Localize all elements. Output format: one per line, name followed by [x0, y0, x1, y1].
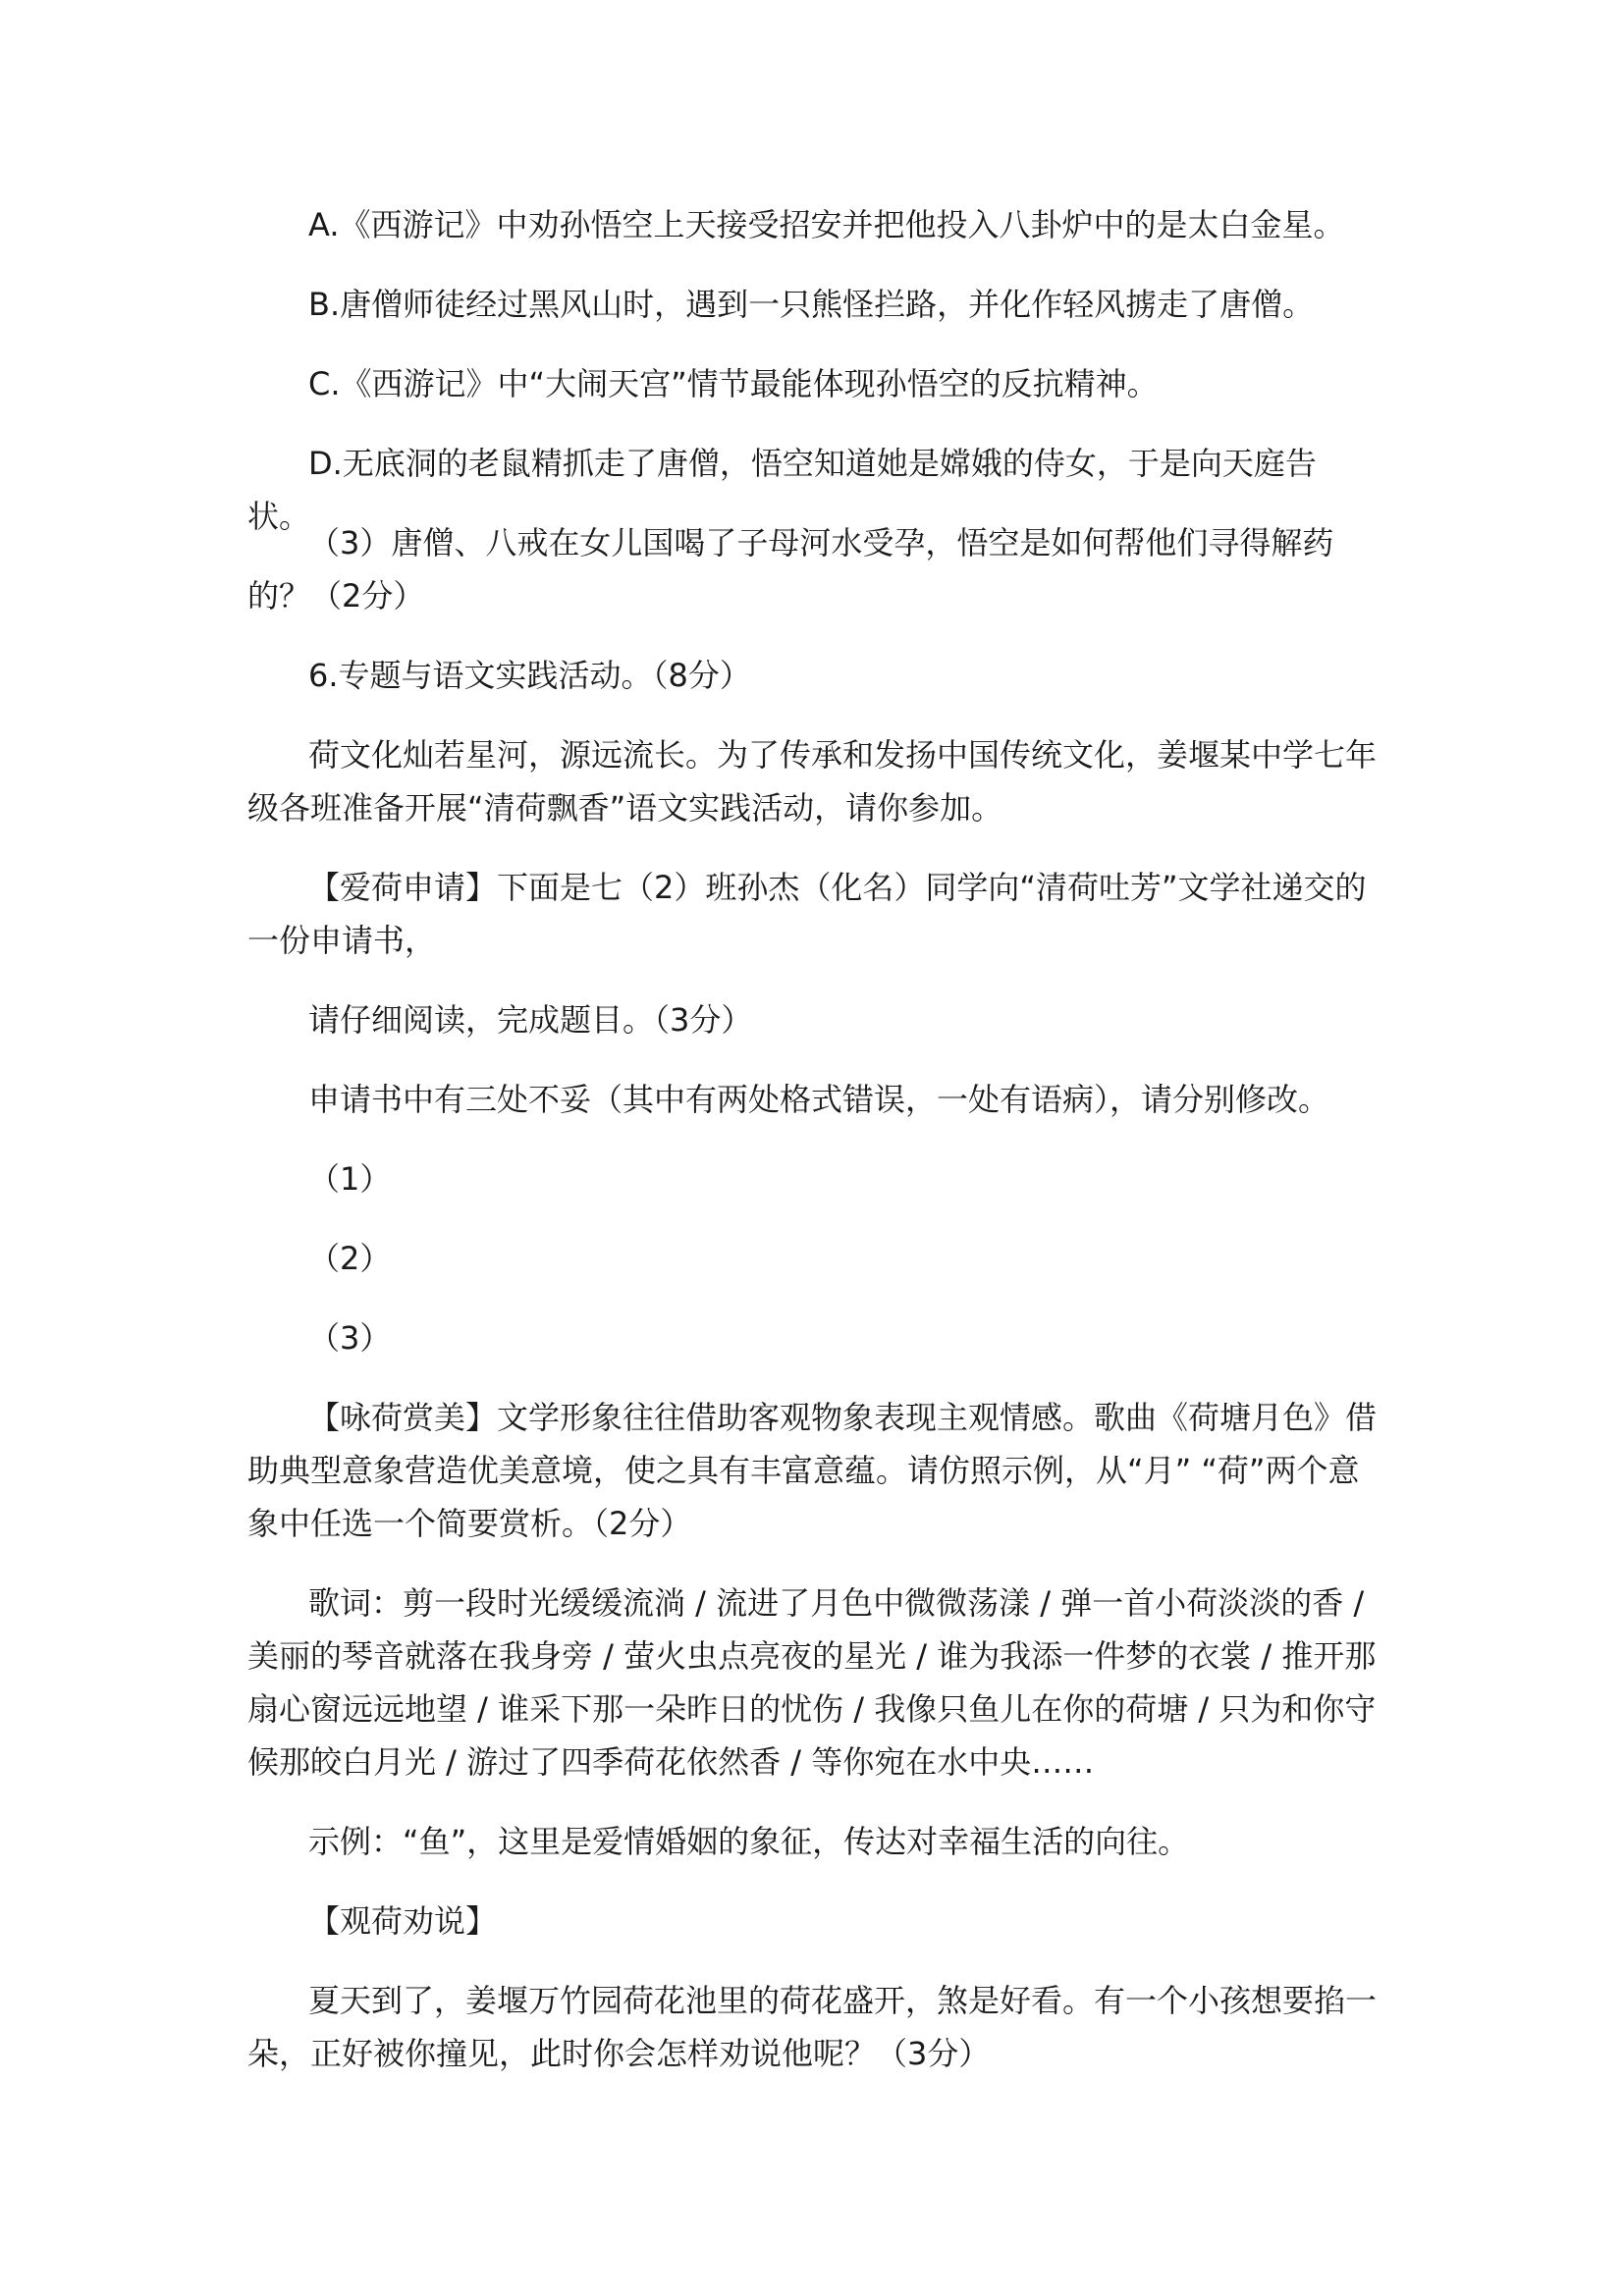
apply-task: 申请书中有三处不妥（其中有两处格式错误，一处有语病），请分别修改。 [308, 1081, 1330, 1118]
question-6-title: 6.专题与语文实践活动。（8分） [308, 657, 751, 694]
example-text: 示例：“鱼”，这里是爱情婚姻的象征，传达对幸福生活的向往。 [308, 1823, 1190, 1860]
persuade-text: 夏天到了，姜堰万竹园荷花池里的荷花盛开，煞是好看。有一个小孩想要掐一朵，正好被你撞见，此时你会怎样劝说他呢？（3分） [247, 1982, 1378, 2072]
appreciate-section: 【咏荷赏美】文学形象往往借助客观物象表现主观情感。歌曲《荷塘月色》借助典型意象营造优美意境，使之具有丰富意蕴。请仿照示例，从“月” “荷”两个意象中任选一个简要赏析。（2分） [247, 1399, 1378, 1542]
answer-blank-2: （2） [308, 1240, 392, 1277]
persuade-section: 【观荷劝说】 [308, 1902, 498, 1940]
question-6-intro: 荷文化灿若星河，源远流长。为了传承和发扬中国传统文化，姜堰某中学七年级各班准备开展“清荷飘香”语文实践活动，请你参加。 [247, 736, 1378, 827]
apply-instruction: 请仔细阅读，完成题目。（3分） [308, 1001, 753, 1039]
option-d: D.无底洞的老鼠精抓走了唐僧，悟空知道她是嫦娥的侍女，于是向天庭告状。 [247, 445, 1317, 535]
option-b: B.唐僧师徒经过黑风山时，遇到一只熊怪拦路，并化作轻风掳走了唐僧。 [308, 286, 1315, 323]
question-5-part-3: （3）唐僧、八戒在女儿国喝了子母河水受孕，悟空是如何帮他们寻得解药的？（2分） [247, 524, 1334, 614]
answer-blank-1: （1） [308, 1160, 392, 1198]
option-a: A.《西游记》中劝孙悟空上天接受招安并把他投入八卦炉中的是太白金星。 [308, 206, 1345, 243]
apply-section: 【爱荷申请】下面是七（2）班孙杰（化名）同学向“清荷吐芳”文学社递交的一份申请书， [247, 869, 1367, 959]
lyrics-text: 歌词：剪一段时光缓缓流淌 / 流进了月色中微微荡漾 / 弹一首小荷淡淡的香 / 美丽的琴音就落在我身旁 / 萤火虫点亮夜的星光 / 谁为我添一件梦的衣裳 / 推开那扇心窗远远地望 / 谁采下那一朵昨日的忧伤 / 我像只鱼儿在你的荷塘 / 只为和你守候那皎白月光 / 游过了四季荷花依然香 / 等你宛在水中央…… [247, 1584, 1377, 1781]
answer-blank-3: （3） [308, 1319, 392, 1357]
option-c: C.《西游记》中“大闹天宫”情节最能体现孙悟空的反抗精神。 [308, 365, 1159, 402]
